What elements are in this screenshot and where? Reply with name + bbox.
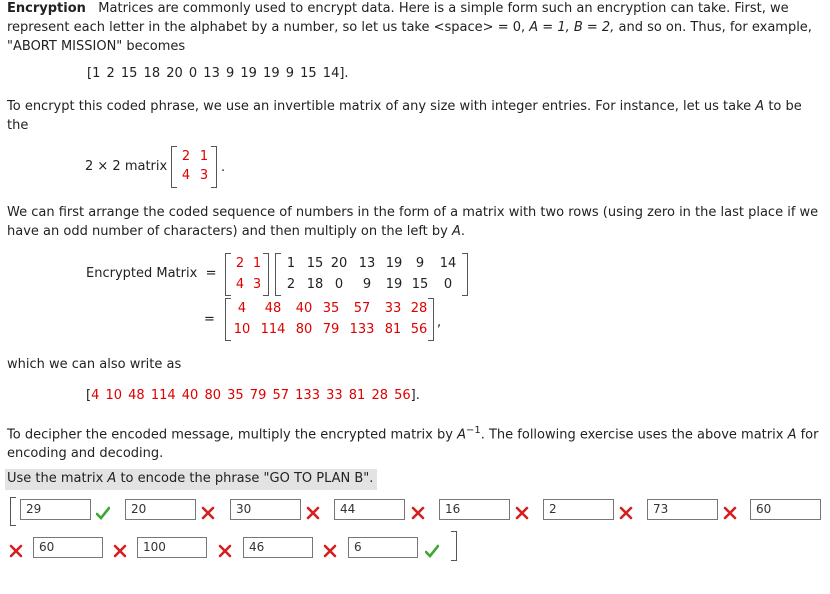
res-cell-r1c4: 35 — [322, 301, 340, 316]
exercise-prompt — [7, 471, 373, 486]
intro-line1: Matrices are commonly used to encrypt data. Here is a simple form such an encryption can take. First, we — [98, 1, 789, 16]
prompt-a: Use the matrix — [7, 471, 104, 486]
res-cell-r1c6: 33 — [384, 301, 402, 316]
para2-line1a: To encrypt this coded phrase, we use an invertible matrix of any size with integer entries. For instance, let us take — [7, 99, 752, 114]
var-a: A — [787, 427, 797, 443]
key-cell-r1c1: 2 — [235, 256, 245, 271]
res-cell-r2c4: 79 — [322, 322, 340, 337]
intro-paragraph — [7, 0, 812, 56]
answer-input-6[interactable]: 2 — [543, 499, 614, 520]
res-cell-r2c3: 80 — [295, 322, 313, 337]
msg-cell-r2c1: 2 — [286, 277, 296, 292]
res-cell-r2c1: 10 — [233, 322, 251, 337]
cross-icon — [218, 544, 232, 558]
answer-input-10[interactable]: 100 — [137, 537, 207, 558]
answer-input-2[interactable]: 20 — [125, 499, 196, 520]
para5 — [7, 421, 818, 463]
res-cell-r1c1: 4 — [237, 301, 247, 316]
var-a: A — [452, 224, 461, 239]
key-cell-r2c1: 4 — [181, 168, 191, 183]
cross-icon — [9, 544, 23, 558]
var-a: A — [107, 471, 117, 486]
key-cell-r1c2: 1 — [199, 149, 209, 164]
msg-cell-r1c1: 1 — [286, 256, 296, 271]
res-cell-r2c5: 133 — [349, 322, 375, 337]
equals-sign-2: = — [204, 312, 215, 327]
message-matrix — [275, 253, 468, 296]
coded-sequence: [1 2 15 18 20 0 13 9 19 19 9 15 14]. — [87, 66, 349, 81]
para3 — [7, 203, 818, 241]
msg-cell-r2c2: 18 — [306, 277, 324, 292]
para2-line2: the — [7, 118, 29, 133]
answer-input-7[interactable]: 73 — [647, 499, 718, 520]
intro-line2b: = 0, — [497, 20, 526, 35]
msg-cell-r2c5: 19 — [385, 277, 403, 292]
para5-line1a: To decipher the encoded message, multiply the encrypted matrix by — [7, 427, 453, 443]
intro-line2c: A = 1, B = 2, — [529, 20, 615, 35]
encrypted-label-text: Encrypted Matrix — [86, 266, 198, 281]
answer-input-4[interactable]: 44 — [334, 499, 405, 520]
answer-input-9[interactable]: 60 — [33, 537, 103, 558]
res-cell-r1c5: 57 — [353, 301, 371, 316]
check-icon — [96, 506, 110, 520]
encrypted-label — [86, 266, 216, 281]
equals-sign: = — [205, 266, 217, 281]
seq-close: ]. — [410, 388, 420, 403]
answer-bracket-right — [451, 531, 457, 561]
cross-icon — [306, 506, 320, 520]
msg-cell-r2c6: 15 — [411, 277, 429, 292]
key-cell-r2c1: 4 — [235, 277, 245, 292]
key-cell-r2c2: 3 — [252, 277, 262, 292]
para3-line1: We can first arrange the coded sequence of numbers in the form of a matrix with two rows (using zero in the last place if we — [7, 205, 819, 220]
cross-icon — [619, 506, 633, 520]
msg-cell-r1c4: 13 — [358, 256, 376, 271]
seq-open: [ — [86, 388, 92, 403]
msg-cell-r2c7: 0 — [443, 277, 453, 292]
answer-input-12[interactable]: 6 — [348, 537, 418, 558]
answer-input-8[interactable]: 60 — [750, 499, 821, 520]
para5-line1b: . The following exercise uses the above matrix — [480, 427, 784, 443]
cross-icon — [723, 506, 737, 520]
msg-cell-r2c3: 0 — [334, 277, 344, 292]
para3-period: . — [460, 224, 466, 239]
key-matrix — [171, 146, 217, 188]
para3-line2a: have an odd number of characters) and then multiply on the left by — [7, 224, 448, 239]
check-icon — [425, 544, 439, 558]
result-matrix — [225, 298, 434, 341]
answer-input-11[interactable]: 46 — [243, 537, 313, 558]
cross-icon — [201, 506, 215, 520]
answer-input-3[interactable]: 30 — [230, 499, 301, 520]
prompt-b: to encode the phrase "GO TO PLAN B". — [120, 471, 374, 486]
matrix-label: 2 × 2 matrix — [85, 159, 168, 174]
res-cell-r2c6: 81 — [384, 322, 402, 337]
cross-icon — [113, 544, 127, 558]
msg-cell-r1c2: 15 — [306, 256, 324, 271]
answer-input-5[interactable]: 16 — [439, 499, 510, 520]
intro-line3: "ABORT MISSION" becomes — [7, 39, 186, 54]
intro-heading: Encryption — [7, 1, 86, 16]
seq-values: 4 10 48 114 40 80 35 79 57 133 33 81 28 56 — [91, 388, 411, 403]
encrypted-sequence — [86, 388, 420, 403]
para2-line1b: to be — [768, 99, 802, 114]
res-cell-r2c7: 56 — [410, 322, 428, 337]
space-token: <space> — [433, 20, 494, 35]
para5-line1c: for — [800, 427, 819, 443]
intro-line2a: represent each letter in the alphabet by a number, so let us take — [7, 20, 430, 35]
answer-input-1[interactable]: 29 — [20, 499, 91, 520]
msg-cell-r2c4: 9 — [362, 277, 372, 292]
key-matrix-repeat — [225, 253, 269, 296]
key-cell-r1c2: 1 — [252, 256, 262, 271]
para5-line2: encoding and decoding. — [7, 446, 164, 462]
matrix-period: . — [221, 160, 226, 175]
answer-bracket-left — [10, 497, 16, 526]
inverse-a: A — [457, 427, 466, 443]
msg-cell-r1c6: 9 — [415, 256, 425, 271]
res-cell-r1c3: 40 — [295, 301, 313, 316]
msg-cell-r1c5: 19 — [385, 256, 403, 271]
cross-icon — [515, 506, 529, 520]
result-comma: , — [437, 315, 442, 330]
para2 — [7, 97, 802, 135]
msg-cell-r1c7: 14 — [439, 256, 457, 271]
key-cell-r1c1: 2 — [181, 149, 191, 164]
key-cell-r2c2: 3 — [199, 168, 209, 183]
res-cell-r1c2: 48 — [264, 301, 282, 316]
msg-cell-r1c3: 20 — [330, 256, 348, 271]
var-a: A — [755, 99, 765, 114]
cross-icon — [411, 506, 425, 520]
inverse-exp: −1 — [465, 425, 481, 436]
res-cell-r2c2: 114 — [260, 322, 286, 337]
cross-icon — [323, 544, 337, 558]
res-cell-r1c7: 28 — [410, 301, 428, 316]
intro-line2d: and so on. Thus, for example, — [618, 20, 812, 35]
para4-text: which we can also write as — [7, 357, 182, 372]
